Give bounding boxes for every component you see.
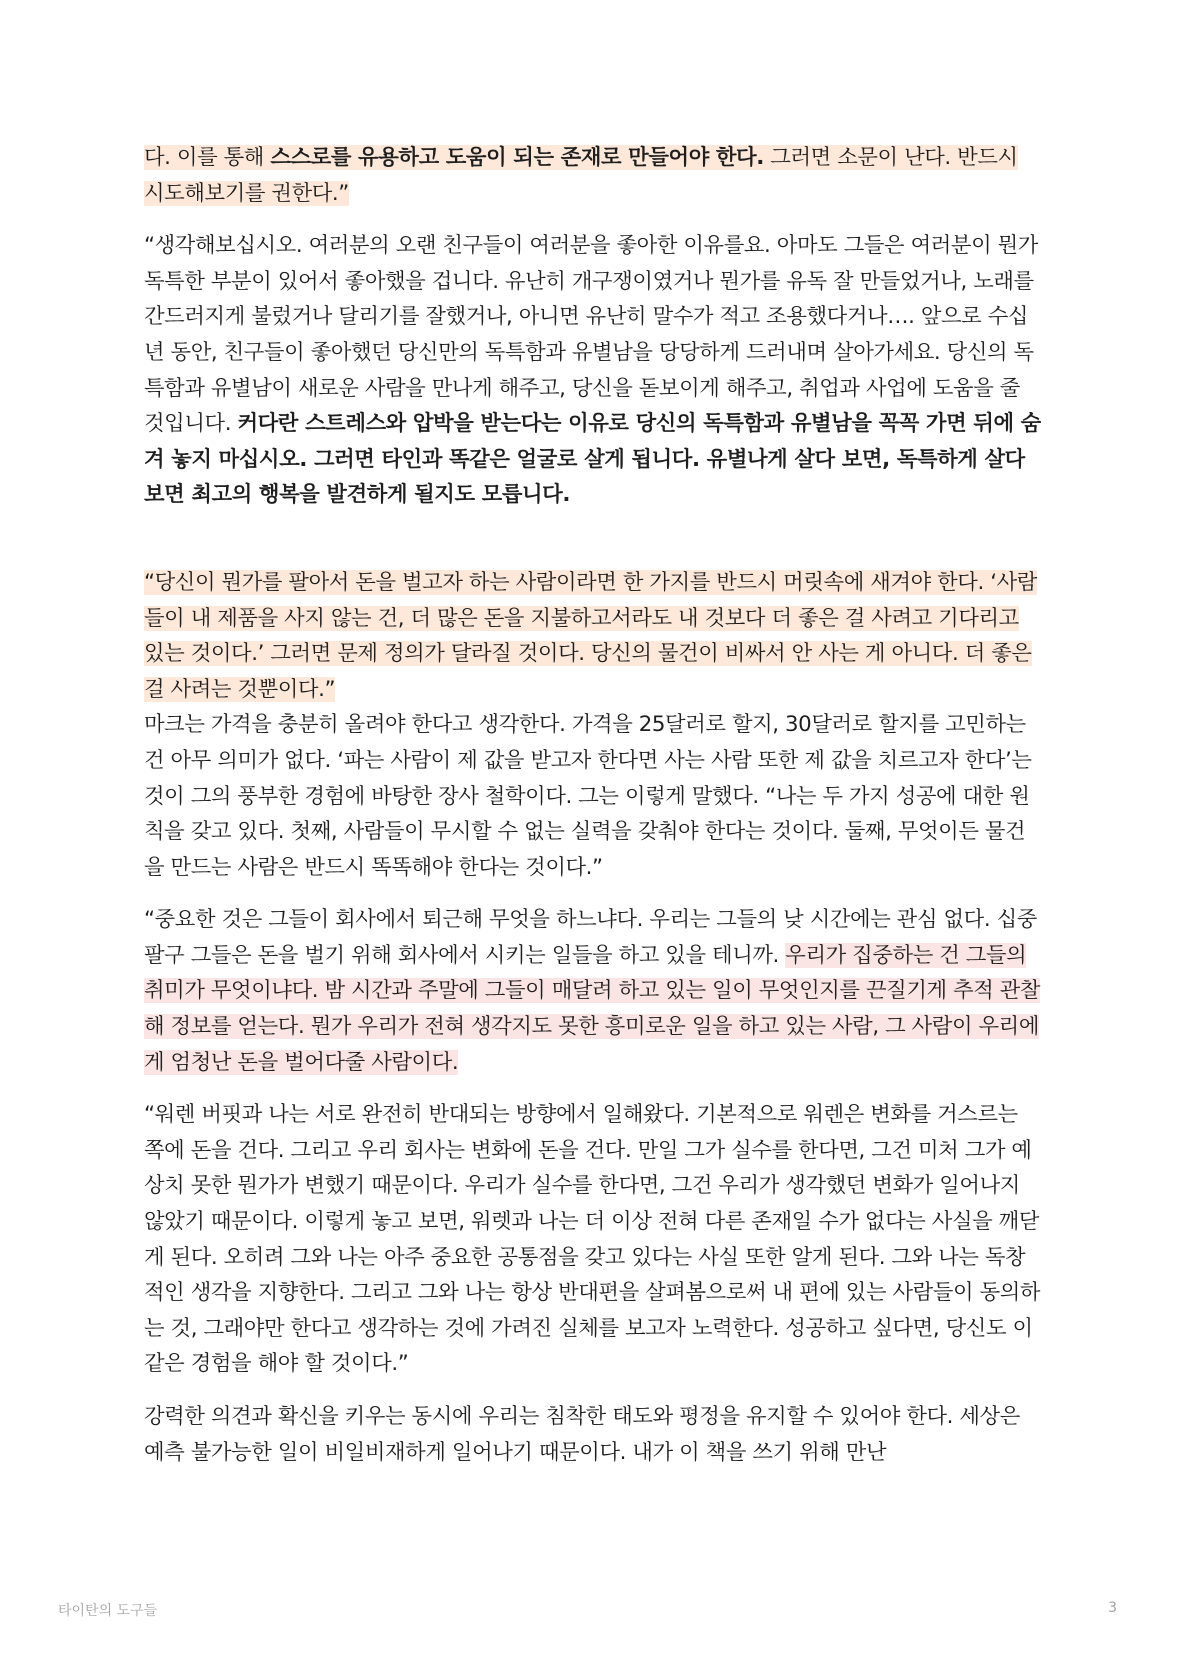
highlight-peach: “당신이 뭔가를 팔아서 돈을 벌고자 하는 사람이라면 한 가지를 반드시 머릿속에 새겨야 한다. ‘사람들이 내 제품을 사지 않는 건, 더 많은 돈을 지불하고서라도 내 것보다 더 좋은 걸 사려고 기다리고 있는 것이다.’ 그러면 문제 정의가 달라질 것이다. 당신의 물건이 비싸서 안 사는 게 아니다. 더 좋은 걸 사려는 것뿐이다.”: [144, 569, 1037, 702]
bold-text: 스스로를 유용하고 도움이 되는 존재로 만들어야 한다.: [270, 145, 764, 170]
bold-text: 커다란 스트레스와 압박을 받는다는 이유로 당신의 독특함과 유별남을 꼭꼭 가면 뒤에 숨겨 놓지 마십시오. 그러면 타인과 똑같은 얼굴로 살게 됩니다. 유별나게 살다 보면, 독특하게 살다 보면 최고의 행복을 발견하게 될지도 모릅니다.: [144, 411, 1041, 508]
paragraph-7: 강력한 의견과 확신을 키우는 동시에 우리는 침착한 태도와 평정을 유지할 수 있어야 한다. 세상은 예측 불가능한 일이 비일비재하게 일어나기 때문이다. 내가 이 책을 쓰기 위해 만난: [144, 1404, 1020, 1465]
paragraph-4: 마크는 가격을 충분히 올려야 한다고 생각한다. 가격을 25달러로 할지, 30달러로 할지를 고민하는 건 아무 의미가 없다. ‘파는 사람이 제 값을 받고자 한다면 사는 사람 또한 제 값을 치르고자 한다’는 것이 그의 풍부한 경험에 바탕한 장사 철학이다. 그는 이렇게 말했다. “나는 두 가지 성공에 대한 원칙을 갖고 있다. 첫째, 사람들이 무시할 수 없는 실력을 갖춰야 한다는 것이다. 둘째, 무엇이든 물건을 만드는 사람은 반드시 똑똑해야 한다는 것이다.”: [144, 712, 1032, 880]
highlight-pink: 우리가 집중하는 건 그들의 취미가 무엇이냐다. 밤 시간과 주말에 그들이 매달려 하고 있는 일이 무엇인지를 끈질기게 추적 관찰해 정보를 얻는다. 뭔가 우리가 전혀 생각지도 못한 흥미로운 일을 하고 있는 사람, 그 사람이 우리에게 엄청난 돈을 벌어다줄 사람이다.: [144, 942, 1041, 1075]
paragraph-5: “중요한 것은 그들이 회사에서 퇴근해 무엇을 하느냐다. 우리는 그들의 낮 시간에는 관심 없다. 십중팔구 그들은 돈을 벌기 위해 회사에서 시키는 일들을 하고 있을 테니까. 우리가 집중하는 건 그들의 취미가 무엇이냐다. 밤 시간과 주말에 그들이 매달려 하고 있는 일이 무엇인지를 끈질기게 추적 관찰해 정보를 얻는다. 뭔가 우리가 전혀 생각지도 못한 흥미로운 일을 하고 있는 사람, 그 사람이 우리에게 엄청난 돈을 벌어다줄 사람이다.: [144, 907, 1041, 1075]
footer-book-title: 타이탄의 도구들: [58, 1603, 158, 1619]
highlight-peach: 다. 이를 통해 스스로를 유용하고 도움이 되는 존재로 만들어야 한다. 그러면 소문이 난다. 반드시 시도해보기를 권한다.”: [144, 145, 1018, 206]
paragraph-1: [144, 140, 1044, 211]
paragraph-6: “워렌 버핏과 나는 서로 완전히 반대되는 방향에서 일해왔다. 기본적으로 워렌은 변화를 거스르는 쪽에 돈을 건다. 그리고 우리 회사는 변화에 돈을 건다. 만일 그가 실수를 한다면, 그건 미처 그가 예상치 못한 뭔가가 변했기 때문이다. 우리가 실수를 한다면, 그건 우리가 생각했던 변화가 일어나지 않았기 때문이다. 이렇게 놓고 보면, 워렛과 나는 더 이상 전혀 다른 존재일 수가 없다는 사실을 깨닫게 된다. 오히려 그와 나는 아주 중요한 공통점을 갖고 있다는 사실 또한 알게 된다. 그와 나는 독창적인 생각을 지향한다. 그리고 그와 나는 항상 반대편을 살펴봄으로써 내 편에 있는 사람들이 동의하는 것, 그래야만 한다고 생각하는 것에 가려진 실체를 보고자 노력한다. 성공하고 싶다면, 당신도 이 같은 경험을 해야 할 것이다.”: [144, 1102, 1041, 1377]
paragraph-2: “생각해보십시오. 여러분의 오랜 친구들이 여러분을 좋아한 이유를요. 아마도 그들은 여러분이 뭔가 독특한 부분이 있어서 좋아했을 겁니다. 유난히 개구쟁이였거나 뭔가를 유독 잘 만들었거나, 노래를 간드러지게 불렀거나 달리기를 잘했거나, 아니면 유난히 말수가 적고 조용했다거나…. 앞으로 수십 년 동안, 친구들이 좋아했던 당신만의 독특함과 유별남을 당당하게 드러내며 살아가세요. 당신의 독특함과 유별남이 새로운 사람을 만나게 해주고, 당신을 돋보이게 해주고, 취업과 사업에 도움을 줄 것입니다. 커다란 스트레스와 압박을 받는다는 이유로 당신의 독특함과 유별남을 꼭꼭 가면 뒤에 숨겨 놓지 마십시오. 그러면 타인과 똑같은 얼굴로 살게 됩니다. 유별나게 살다 보면, 독특하게 살다 보면 최고의 행복을 발견하게 될지도 모릅니다.: [144, 233, 1041, 508]
footer-page-number: 3: [1108, 1600, 1117, 1616]
body-text: [144, 140, 1044, 1487]
paragraph-3: [144, 565, 1044, 707]
